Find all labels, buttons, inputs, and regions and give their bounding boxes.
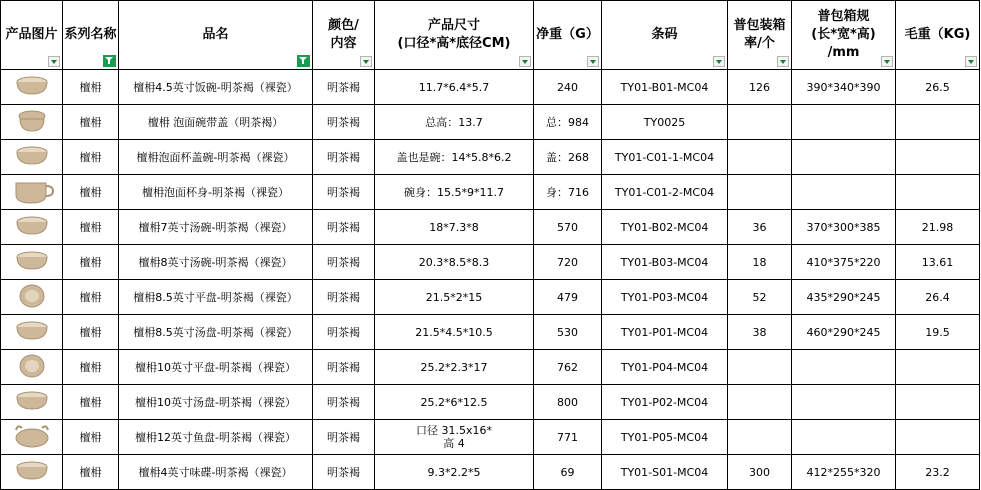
cell-barcode[interactable]: TY01-P01-MC04 xyxy=(602,315,728,350)
header-gross-weight[interactable]: 毛重（KG) xyxy=(896,1,980,70)
cell-gross[interactable]: 26.4 xyxy=(896,280,980,315)
cell-size[interactable]: 9.3*2.2*5 xyxy=(375,455,534,490)
cell-color[interactable]: 明茶褐 xyxy=(313,140,375,175)
plate-icon xyxy=(17,283,47,312)
cell-gross[interactable] xyxy=(896,385,980,420)
cell-barcode[interactable]: TY01-C01-2-MC04 xyxy=(602,175,728,210)
cell-series[interactable]: 檀枏 xyxy=(63,420,119,455)
cell-color[interactable]: 明茶褐 xyxy=(313,455,375,490)
active-filter-icon[interactable] xyxy=(103,55,116,67)
cell-name[interactable]: 檀枏10英寸平盘-明茶褐（裸瓷） xyxy=(119,350,313,385)
plate-icon xyxy=(17,353,47,382)
cell-pack[interactable] xyxy=(728,350,792,385)
table-row xyxy=(1,280,980,315)
product-image-cell[interactable] xyxy=(1,175,63,210)
cell-barcode[interactable]: TY01-B03-MC04 xyxy=(602,245,728,280)
header-barcode[interactable]: 条码 xyxy=(602,1,728,70)
table-row xyxy=(1,70,980,105)
product-image-cell[interactable] xyxy=(1,385,63,420)
cell-pack[interactable]: 300 xyxy=(728,455,792,490)
filter-dropdown-icon[interactable] xyxy=(360,56,372,67)
bowl-icon xyxy=(14,144,50,171)
table-row xyxy=(1,105,980,140)
cell-net[interactable]: 720 xyxy=(534,245,602,280)
header-color[interactable]: 颜色/ 内容 xyxy=(313,1,375,70)
cell-box[interactable]: 460*290*245 xyxy=(792,315,896,350)
product-image-cell[interactable] xyxy=(1,350,63,385)
cell-pack[interactable]: 126 xyxy=(728,70,792,105)
cell-barcode[interactable]: TY01-B01-MC04 xyxy=(602,70,728,105)
table-row xyxy=(1,245,980,280)
cell-barcode[interactable]: TY01-P02-MC04 xyxy=(602,385,728,420)
product-image-cell[interactable] xyxy=(1,455,63,490)
table-row xyxy=(1,210,980,245)
cell-color[interactable]: 明茶褐 xyxy=(313,280,375,315)
cell-pack[interactable] xyxy=(728,105,792,140)
cell-net[interactable]: 762 xyxy=(534,350,602,385)
cell-series[interactable]: 檀枏 xyxy=(63,175,119,210)
product-image-cell[interactable] xyxy=(1,315,63,350)
cell-net[interactable]: 身：716 xyxy=(534,175,602,210)
cell-size[interactable]: 25.2*6*12.5 xyxy=(375,385,534,420)
cell-pack[interactable] xyxy=(728,385,792,420)
cell-size[interactable]: 盖也是碗：14*5.8*6.2 xyxy=(375,140,534,175)
cell-box[interactable]: 370*300*385 xyxy=(792,210,896,245)
fish-plate-icon xyxy=(12,422,52,453)
cell-size[interactable]: 11.7*6.4*5.7 xyxy=(375,70,534,105)
header-pack-rate[interactable]: 普包装箱 率/个 xyxy=(728,1,792,70)
cell-barcode[interactable]: TY01-P03-MC04 xyxy=(602,280,728,315)
cell-color[interactable]: 明茶褐 xyxy=(313,350,375,385)
cell-size[interactable]: 21.5*4.5*10.5 xyxy=(375,315,534,350)
product-image-cell[interactable] xyxy=(1,420,63,455)
table-row xyxy=(1,315,980,350)
lidded-bowl-icon xyxy=(14,107,50,138)
product-image-cell[interactable] xyxy=(1,70,63,105)
cell-net[interactable]: 771 xyxy=(534,420,602,455)
cell-gross[interactable] xyxy=(896,350,980,385)
cell-size[interactable]: 20.3*8.5*8.3 xyxy=(375,245,534,280)
cell-net[interactable]: 479 xyxy=(534,280,602,315)
header-image[interactable]: 产品图片 xyxy=(1,1,63,70)
cell-series[interactable]: 檀枏 xyxy=(63,350,119,385)
cell-size[interactable]: 21.5*2*15 xyxy=(375,280,534,315)
active-filter-icon[interactable] xyxy=(297,55,310,67)
filter-dropdown-icon[interactable] xyxy=(48,56,60,67)
cell-barcode[interactable]: TY01-C01-1-MC04 xyxy=(602,140,728,175)
cell-net[interactable]: 69 xyxy=(534,455,602,490)
cell-size[interactable]: 18*7.3*8 xyxy=(375,210,534,245)
header-row xyxy=(1,1,980,70)
filter-dropdown-icon[interactable] xyxy=(713,56,725,67)
cell-box[interactable] xyxy=(792,175,896,210)
cell-name[interactable]: 檀枏10英寸汤盘-明茶褐（裸瓷） xyxy=(119,385,313,420)
cell-pack[interactable] xyxy=(728,420,792,455)
product-image-cell[interactable] xyxy=(1,105,63,140)
cell-color[interactable]: 明茶褐 xyxy=(313,210,375,245)
mug-icon xyxy=(10,177,54,208)
bowl-icon xyxy=(14,74,50,101)
product-image-cell[interactable] xyxy=(1,280,63,315)
cell-name[interactable]: 檀枏4英寸味碟-明茶褐（裸瓷） xyxy=(119,455,313,490)
filter-dropdown-icon[interactable] xyxy=(881,56,893,67)
cell-box[interactable] xyxy=(792,420,896,455)
cell-name[interactable]: 檀枏8.5英寸平盘-明茶褐（裸瓷） xyxy=(119,280,313,315)
cell-box[interactable] xyxy=(792,140,896,175)
cell-gross[interactable] xyxy=(896,140,980,175)
cell-barcode[interactable]: TY01-S01-MC04 xyxy=(602,455,728,490)
cell-pack[interactable]: 36 xyxy=(728,210,792,245)
cell-name[interactable]: 檀枏8英寸汤碗-明茶褐（裸瓷） xyxy=(119,245,313,280)
filter-dropdown-icon[interactable] xyxy=(519,56,531,67)
cell-name[interactable]: 檀枏12英寸鱼盘-明茶褐（裸瓷） xyxy=(119,420,313,455)
cell-series[interactable]: 檀枏 xyxy=(63,245,119,280)
cell-gross[interactable]: 21.98 xyxy=(896,210,980,245)
cell-net[interactable]: 240 xyxy=(534,70,602,105)
cell-name[interactable]: 檀枏 泡面碗带盖（明茶褐） xyxy=(119,105,313,140)
product-image-cell[interactable] xyxy=(1,245,63,280)
cell-series[interactable]: 檀枏 xyxy=(63,105,119,140)
cell-gross[interactable]: 23.2 xyxy=(896,455,980,490)
cell-gross[interactable] xyxy=(896,175,980,210)
cell-pack[interactable]: 18 xyxy=(728,245,792,280)
header-series[interactable]: 系列名称 xyxy=(63,1,119,70)
filter-dropdown-icon[interactable] xyxy=(777,56,789,67)
table-row xyxy=(1,175,980,210)
product-image-cell[interactable] xyxy=(1,140,63,175)
filter-dropdown-icon[interactable] xyxy=(587,56,599,67)
cell-color[interactable]: 明茶褐 xyxy=(313,385,375,420)
table-row xyxy=(1,350,980,385)
header-name[interactable]: 品名 xyxy=(119,1,313,70)
cell-pack[interactable] xyxy=(728,175,792,210)
table-row xyxy=(1,140,980,175)
cell-series[interactable]: 檀枏 xyxy=(63,385,119,420)
cell-gross[interactable]: 26.5 xyxy=(896,70,980,105)
cell-color[interactable]: 明茶褐 xyxy=(313,175,375,210)
bowl-icon xyxy=(14,214,50,241)
cell-net[interactable]: 总：984 xyxy=(534,105,602,140)
cell-size[interactable]: 碗身：15.5*9*11.7 xyxy=(375,175,534,210)
cell-name[interactable]: 檀枏泡面杯身-明茶褐（裸瓷） xyxy=(119,175,313,210)
cell-pack[interactable]: 38 xyxy=(728,315,792,350)
cell-series[interactable]: 檀枏 xyxy=(63,315,119,350)
bowl-icon xyxy=(14,459,50,486)
cell-gross[interactable]: 19.5 xyxy=(896,315,980,350)
cell-barcode[interactable]: TY01-P05-MC04 xyxy=(602,420,728,455)
cell-color[interactable]: 明茶褐 xyxy=(313,315,375,350)
cell-net[interactable]: 530 xyxy=(534,315,602,350)
cell-barcode[interactable]: TY01-B02-MC04 xyxy=(602,210,728,245)
cell-gross[interactable]: 13.61 xyxy=(896,245,980,280)
cell-series[interactable]: 檀枏 xyxy=(63,210,119,245)
filter-dropdown-icon[interactable] xyxy=(965,56,977,67)
cell-box[interactable] xyxy=(792,105,896,140)
cell-color[interactable]: 明茶褐 xyxy=(313,70,375,105)
cell-series[interactable]: 檀枏 xyxy=(63,140,119,175)
header-size[interactable]: 产品尺寸 (口径*高*底径CM) xyxy=(375,1,534,70)
cell-name[interactable]: 檀枏4.5英寸饭碗-明茶褐（裸瓷） xyxy=(119,70,313,105)
cell-box[interactable]: 435*290*245 xyxy=(792,280,896,315)
table-row xyxy=(1,385,980,420)
cell-net[interactable]: 盖：268 xyxy=(534,140,602,175)
product-image-cell[interactable] xyxy=(1,210,63,245)
cell-gross[interactable] xyxy=(896,420,980,455)
cell-color[interactable]: 明茶褐 xyxy=(313,420,375,455)
cell-series[interactable]: 檀枏 xyxy=(63,280,119,315)
cell-barcode[interactable]: TY0025 xyxy=(602,105,728,140)
cell-series[interactable]: 檀枏 xyxy=(63,455,119,490)
cell-name[interactable]: 檀枏泡面杯盖碗-明茶褐（裸瓷） xyxy=(119,140,313,175)
cell-box[interactable]: 412*255*320 xyxy=(792,455,896,490)
bowl-icon xyxy=(14,389,50,416)
table-row xyxy=(1,455,980,490)
cell-series[interactable]: 檀枏 xyxy=(63,70,119,105)
cell-pack[interactable]: 52 xyxy=(728,280,792,315)
cell-size[interactable]: 总高：13.7 xyxy=(375,105,534,140)
bowl-icon xyxy=(14,319,50,346)
cell-box[interactable] xyxy=(792,385,896,420)
cell-color[interactable]: 明茶褐 xyxy=(313,105,375,140)
cell-pack[interactable] xyxy=(728,140,792,175)
cell-color[interactable]: 明茶褐 xyxy=(313,245,375,280)
cell-name[interactable]: 檀枏8.5英寸汤盘-明茶褐（裸瓷） xyxy=(119,315,313,350)
cell-gross[interactable] xyxy=(896,105,980,140)
cell-box[interactable] xyxy=(792,350,896,385)
header-net-weight[interactable]: 净重（G） xyxy=(534,1,602,70)
cell-size[interactable]: 口径 31.5x16* 高 4 xyxy=(375,420,534,455)
cell-size[interactable]: 25.2*2.3*17 xyxy=(375,350,534,385)
bowl-icon xyxy=(14,249,50,276)
cell-box[interactable]: 390*340*390 xyxy=(792,70,896,105)
table-row xyxy=(1,420,980,455)
header-box-spec[interactable]: 普包箱规 (长*宽*高) /mm xyxy=(792,1,896,70)
cell-box[interactable]: 410*375*220 xyxy=(792,245,896,280)
cell-net[interactable]: 570 xyxy=(534,210,602,245)
cell-net[interactable]: 800 xyxy=(534,385,602,420)
cell-name[interactable]: 檀枏7英寸汤碗-明茶褐（裸瓷） xyxy=(119,210,313,245)
cell-barcode[interactable]: TY01-P04-MC04 xyxy=(602,350,728,385)
